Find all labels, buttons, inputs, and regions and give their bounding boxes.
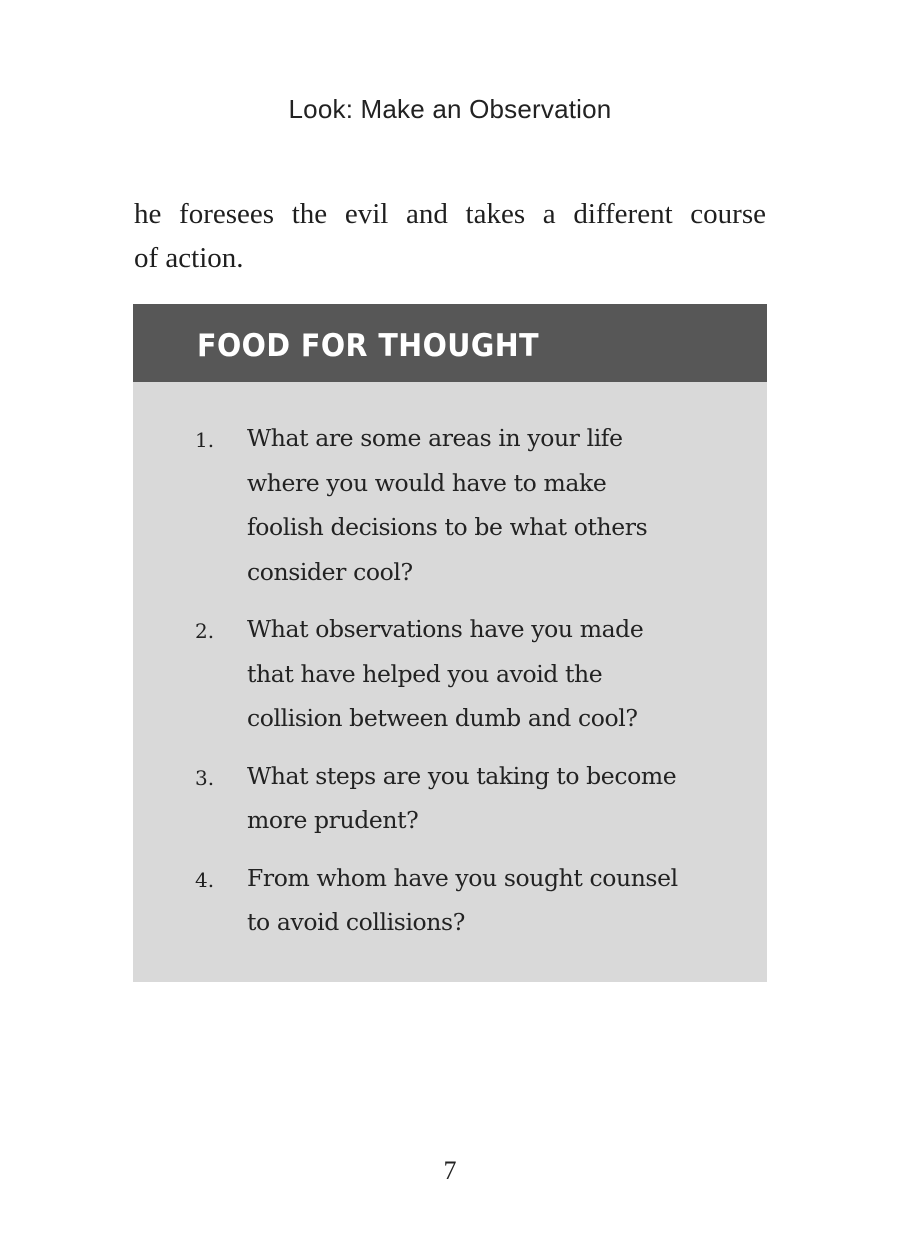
body-text-line-2: of action. — [134, 242, 244, 274]
question-text: What are some areas in your life where you would have to make foolish decisions to be what others consider cool? — [247, 424, 648, 586]
body-text-line-1: he foresees the evil and takes a different course — [134, 198, 766, 230]
question-item — [133, 607, 687, 741]
question-text: What steps are you taking to become more prudent? — [247, 761, 677, 834]
question-text: What observations have you made that have helped you avoid the collision between dumb and cool? — [247, 615, 644, 732]
question-number: 1. — [195, 428, 215, 452]
running-head: Look: Make an Observation — [288, 94, 612, 124]
question-item — [133, 754, 687, 843]
question-number: 2. — [195, 619, 215, 643]
question-number: 4. — [195, 867, 215, 892]
sidebar-header — [133, 304, 767, 382]
page-number: 7 — [443, 1156, 457, 1185]
food-for-thought-sidebar — [133, 304, 767, 982]
question-number: 3. — [195, 765, 215, 790]
body-paragraph — [134, 192, 766, 280]
question-text: From whom have you sought counsel to avoid collisions? — [247, 863, 678, 936]
question-item — [133, 856, 687, 945]
question-list — [133, 416, 767, 958]
question-item — [133, 416, 687, 594]
sidebar-title: FOOD FOR THOUGHT — [197, 328, 540, 364]
